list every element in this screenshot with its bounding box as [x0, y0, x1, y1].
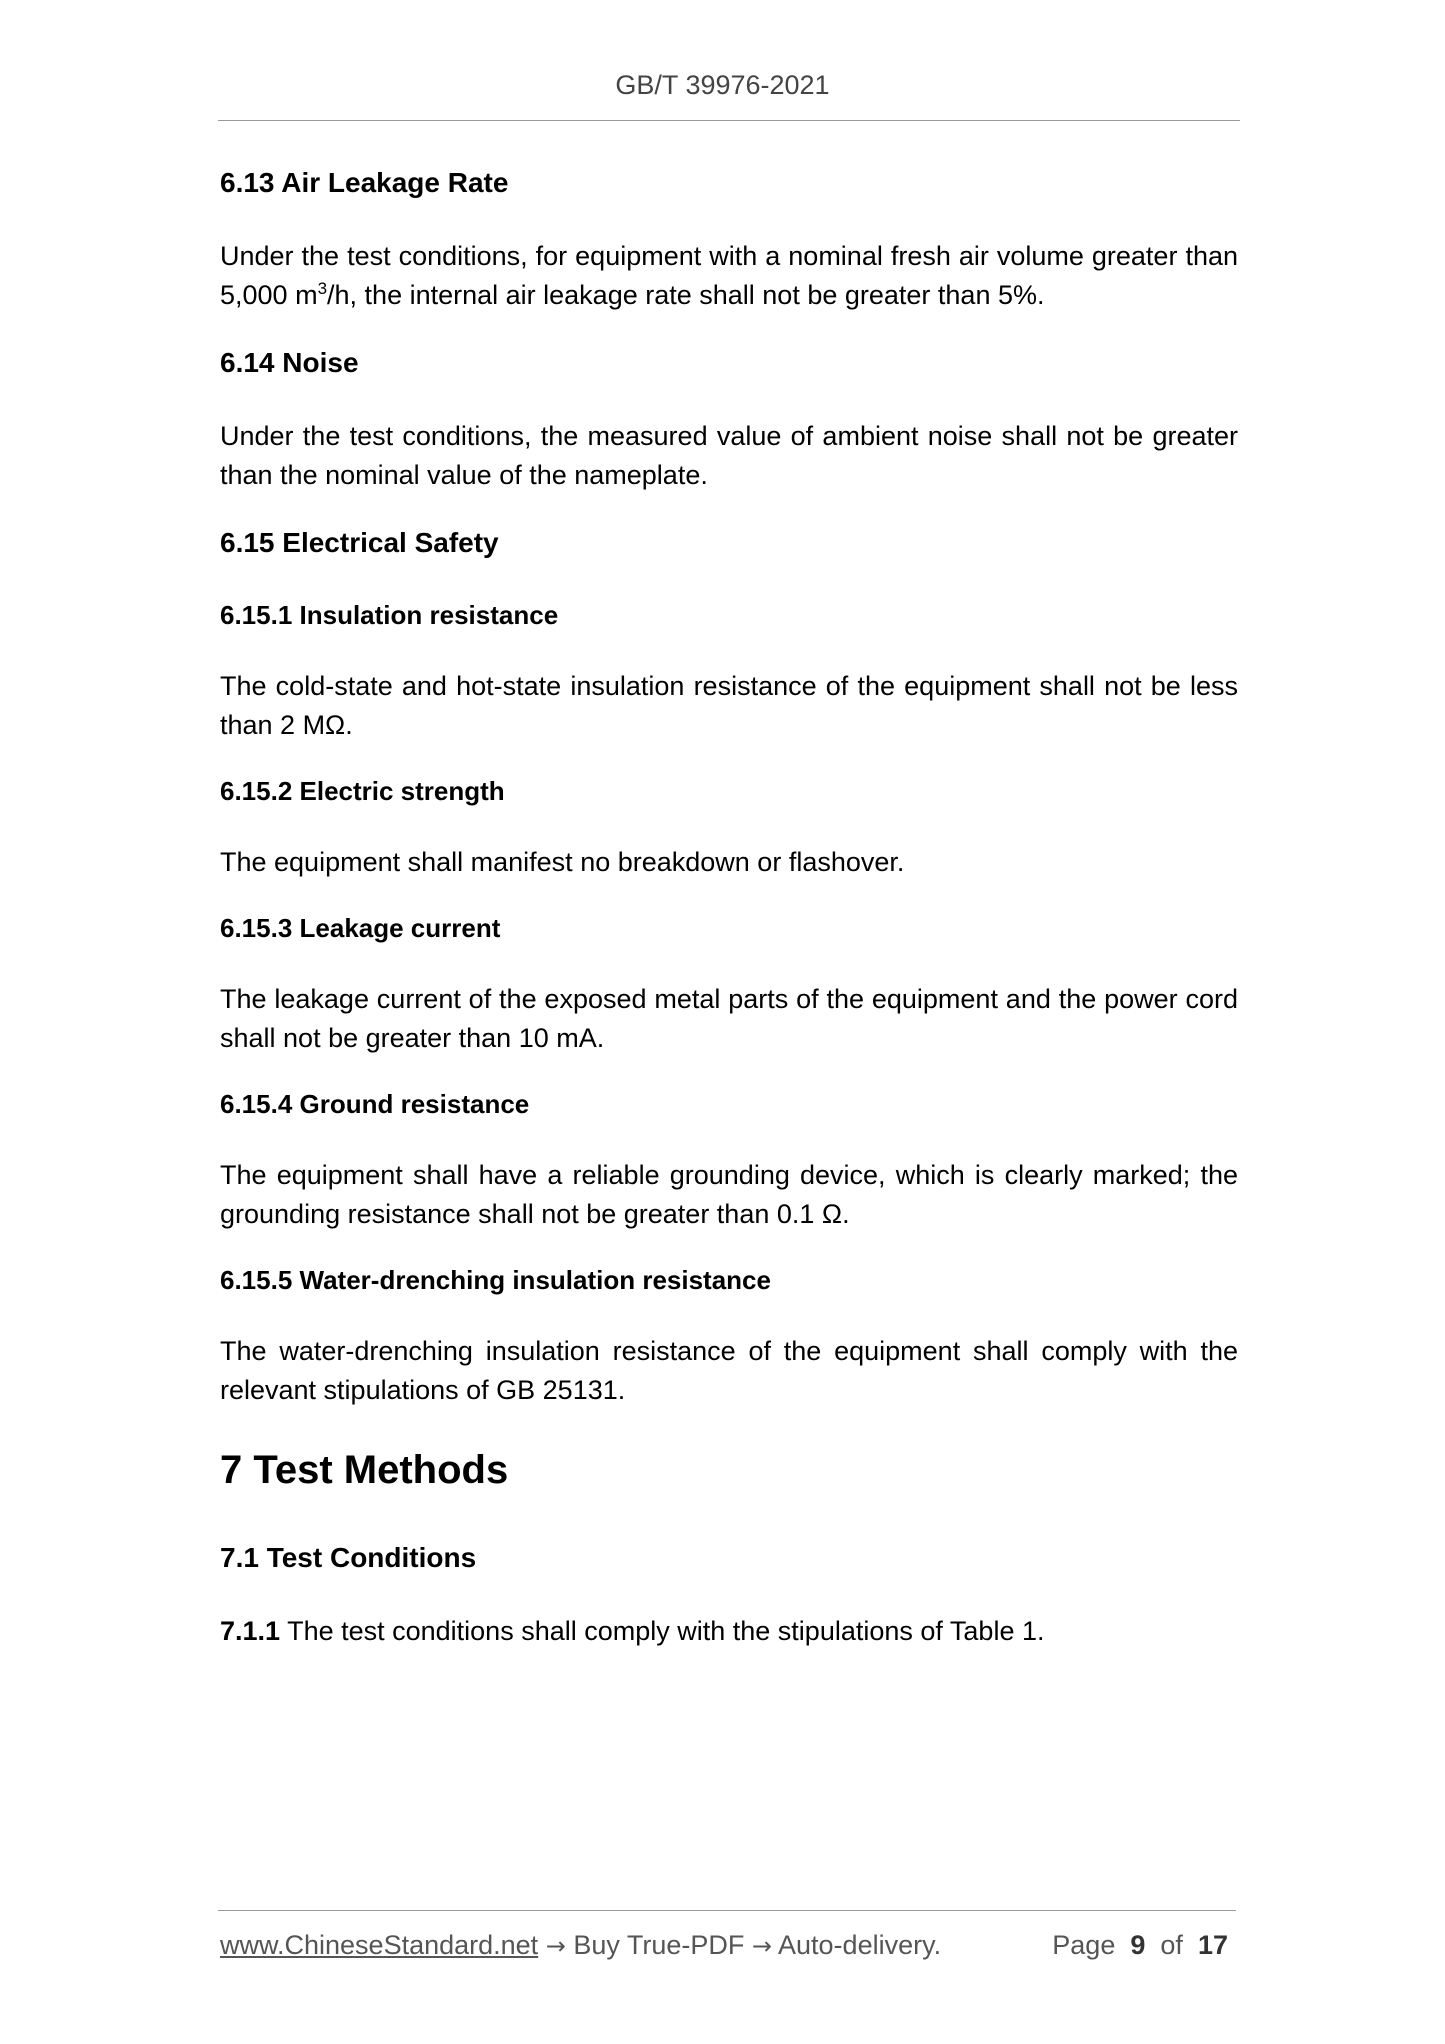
footer-divider: [218, 1910, 1236, 1911]
current-page: 9: [1130, 1930, 1146, 1960]
section-6-15-5-heading: 6.15.5 Water-drenching insulation resistance: [220, 1265, 771, 1295]
chapter-7-heading: 7 Test Methods: [220, 1448, 509, 1492]
clause-7-1-1-text: 7.1.1 The test conditions shall comply with the stipulations of Table 1.: [220, 1616, 1045, 1646]
arrow-right-icon: →: [545, 1932, 566, 1960]
delivery-text: Auto-delivery.: [778, 1930, 942, 1960]
page-content: [220, 163, 1238, 1679]
clause-number: 7.1.1: [220, 1616, 281, 1646]
document-id: GB/T 39976-2021: [615, 70, 830, 100]
page-header: [0, 70, 1445, 101]
section-6-15-1-text: The cold-state and hot-state insulation resistance of the equipment shall not be less than 2 MΩ.: [220, 671, 1238, 740]
section-6-15-4-heading: 6.15.4 Ground resistance: [220, 1089, 530, 1119]
section-6-14-heading: 6.14 Noise: [220, 347, 359, 378]
page-number: Page 9 of 17: [1052, 1930, 1228, 1960]
page-footer: [220, 1930, 1238, 1961]
section-6-15-3-text: The leakage current of the exposed metal parts of the equipment and the power cord shall not be greater than 10 mA.: [220, 984, 1238, 1053]
section-6-15-3-heading: 6.15.3 Leakage current: [220, 913, 501, 943]
section-6-15-5-text: The water-drenching insulation resistance of the equipment shall comply with the relevant stipulations of GB 25131.: [220, 1336, 1238, 1405]
section-6-14-text: Under the test conditions, the measured value of ambient noise shall not be greater than the nominal value of the nameplate.: [220, 421, 1238, 490]
total-pages: 17: [1197, 1930, 1228, 1960]
arrow-right-icon: →: [751, 1932, 772, 1960]
section-6-15-2-heading: 6.15.2 Electric strength: [220, 776, 505, 806]
section-6-13-heading: 6.13 Air Leakage Rate: [220, 167, 509, 198]
website-link[interactable]: www.ChineseStandard.net: [220, 1930, 539, 1960]
section-6-15-4-text: The equipment shall have a reliable grounding device, which is clearly marked; the grounding resistance shall not be greater than 0.1 Ω.: [220, 1160, 1238, 1229]
section-6-13-text: Under the test conditions, for equipment with a nominal fresh air volume greater than 5,000 $m^3/h$, the internal air leakage rate shall not be greater than 5%.: [220, 241, 1238, 310]
section-6-15-heading: 6.15 Electrical Safety: [220, 527, 499, 558]
section-6-15-1-heading: 6.15.1 Insulation resistance: [220, 600, 559, 630]
buy-text: Buy True-PDF: [573, 1930, 745, 1960]
section-7-1-heading: 7.1 Test Conditions: [220, 1542, 477, 1573]
section-6-15-2-text: The equipment shall manifest no breakdown or flashover.: [220, 847, 905, 877]
header-divider: [218, 120, 1240, 121]
